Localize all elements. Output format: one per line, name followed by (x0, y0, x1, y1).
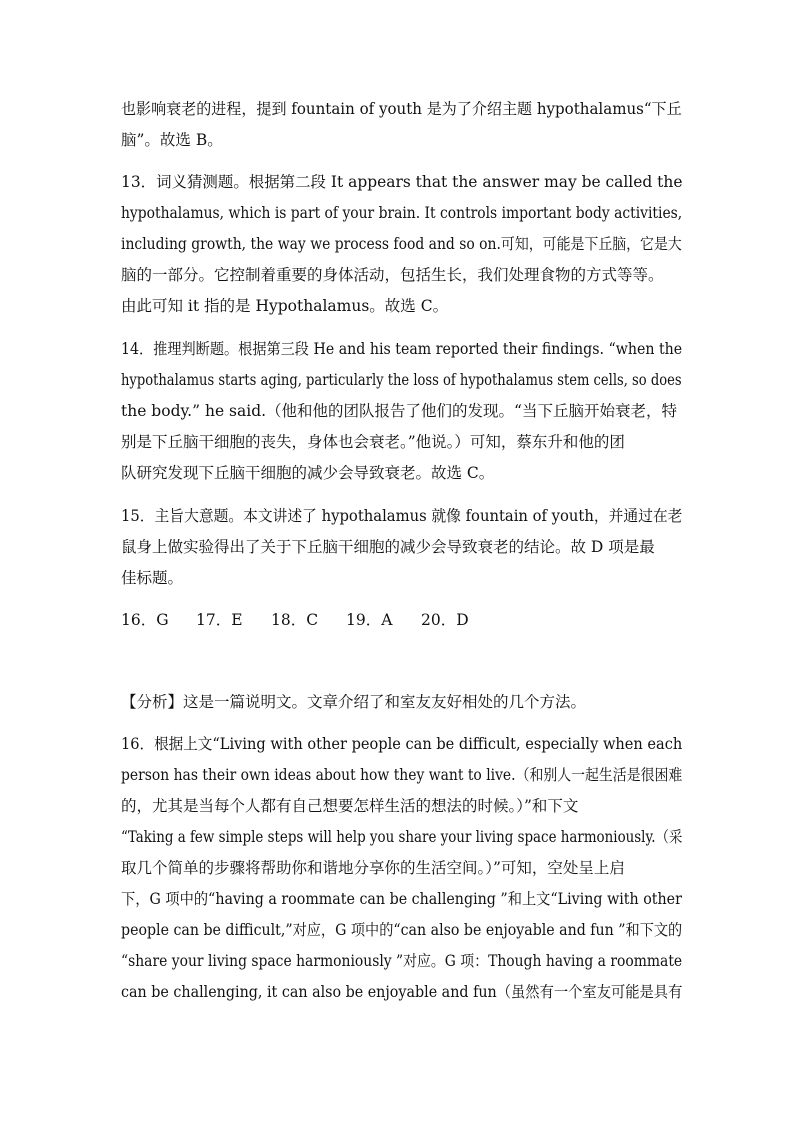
answer-item: 19．A (346, 611, 393, 629)
answer-key-row (121, 610, 469, 630)
text-line: people can be difficult,”对应，G 项中的“can also be enjoyable and fun ”和下文的 (121, 921, 683, 939)
text-line: 也影响衰老的进程，提到 fountain of youth 是为了介绍主题 hypothalamus“下丘 (121, 100, 682, 118)
text-line: person has their own ideas about how they want to live.（和别人一起生活是很困难 (121, 766, 683, 784)
text-line: 别是下丘脑干细胞的丧失，身体也会衰老。”他说。）可知，蔡东升和他的团 (121, 433, 625, 451)
text-line: 队研究发现下丘脑干细胞的减少会导致衰老。故选 C。 (121, 464, 495, 482)
text-line: including growth, the way we process food and so on.可知，可能是下丘脑，它是大 (121, 235, 682, 253)
text-line: 鼠身上做实验得出了关于下丘脑干细胞的减少会导致衰老的结论。故 D 项是最 (121, 538, 655, 556)
text-line: 取几个简单的步骤将帮助你和谐地分享你的生活空间。）”可知，空处呈上启 (121, 859, 625, 877)
answer-item: 18．C (271, 611, 319, 629)
text-line: “share your living space harmoniously ”对应。G 项：Though having a roommate (121, 952, 683, 970)
text-line: hypothalamus, which is part of your brain. It controls important body activities, (121, 204, 683, 222)
text-line: 脑的一部分。它控制着重要的身体活动，包括生长，我们处理食物的方式等等。 (121, 266, 664, 284)
answer-item: 20．D (421, 611, 469, 629)
text-line: 14．推理判断题。根据第三段 He and his team reported their findings. “when the (121, 340, 683, 358)
text-line: 16．根据上文“Living with other people can be difficult, especially when each (121, 735, 683, 753)
answer-item: 16．G (121, 611, 169, 629)
text-line: “Taking a few simple steps will help you share your living space harmoniously.（采 (121, 828, 683, 846)
answer-item: 17．E (196, 611, 243, 629)
text-line: 脑”。故选 B。 (121, 131, 223, 149)
text-line: 下，G 项中的“having a roommate can be challenging ”和上文“Living with other (121, 890, 682, 908)
text-line: 佳标题。 (121, 569, 184, 587)
analysis-heading: 【分析】这是一篇说明文。文章介绍了和室友友好相处的几个方法。 (121, 693, 587, 711)
text-line: hypothalamus starts aging, particularly the loss of hypothalamus stem cells, so does (121, 371, 682, 389)
text-line: can be challenging, it can also be enjoyable and fun（虽然有一个室友可能是具有 (121, 983, 683, 1001)
text-line: 由此可知 it 指的是 Hypothalamus。故选 C。 (121, 297, 449, 315)
text-line: 15．主旨大意题。本文讲述了 hypothalamus 就像 fountain of youth，并通过在老 (121, 507, 683, 525)
text-line: 13．词义猜测题。根据第二段 It appears that the answer may be called the (121, 173, 683, 191)
text-line: the body.” he said.（他和他的团队报告了他们的发现。“当下丘脑开始衰老，特 (121, 402, 677, 420)
text-line: 的，尤其是当每个人都有自己想要怎样生活的想法的时候。）”和下文 (121, 797, 579, 815)
